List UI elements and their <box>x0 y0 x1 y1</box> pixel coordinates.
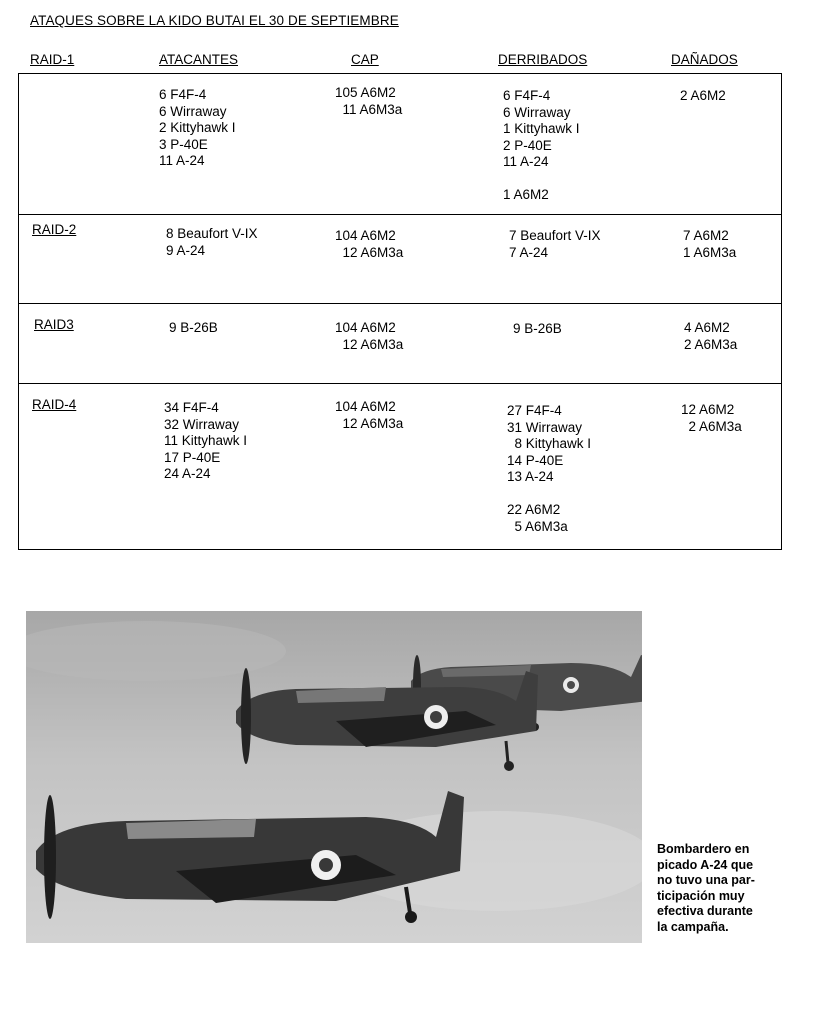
row1-atacantes: 6 F4F-4 6 Wirraway 2 Kittyhawk I 3 P-40E 11 A-24 <box>159 87 236 168</box>
row1-cap: 105 A6M2 11 A6M3a <box>335 85 403 117</box>
row2-atacantes: 8 Beaufort V-IX 9 A-24 <box>166 226 258 258</box>
header-danados: DAÑADOS <box>671 52 738 67</box>
header-cap: CAP <box>351 52 379 67</box>
row-divider <box>19 303 781 304</box>
row2-danados: 7 A6M2 1 A6M3a <box>683 228 737 260</box>
a24-bombers-illustration <box>26 611 642 943</box>
header-derribados: DERRIBADOS <box>498 52 588 67</box>
row4-raid: RAID-4 <box>32 397 77 412</box>
row1-danados: 2 A6M2 <box>680 88 726 103</box>
row4-atacantes: 34 F4F-4 32 Wirraway 11 Kittyhawk I 17 P-40E 24 A-24 <box>164 400 248 481</box>
row4-danados: 12 A6M2 2 A6M3a <box>681 402 742 434</box>
row3-derribados: 9 B-26B <box>513 321 562 336</box>
page-title: ATAQUES SOBRE LA KIDO BUTAI EL 30 DE SEPTIEMBRE <box>30 13 399 28</box>
row2-cap: 104 A6M2 12 A6M3a <box>335 228 404 260</box>
row3-atacantes: 9 B-26B <box>169 320 218 335</box>
row1-derribados: 6 F4F-4 6 Wirraway 1 Kittyhawk I 2 P-40E 11 A-24 1 A6M2 <box>503 88 580 202</box>
row-divider <box>19 383 781 384</box>
row3-danados: 4 A6M2 2 A6M3a <box>684 320 738 352</box>
raids-table <box>18 73 782 550</box>
row2-derribados: 7 Beaufort V-IX 7 A-24 <box>509 228 601 260</box>
row2-raid: RAID-2 <box>32 222 77 237</box>
row4-cap: 104 A6M2 12 A6M3a <box>335 399 404 431</box>
a24-bombers-photo <box>26 611 642 943</box>
row3-raid: RAID3 <box>34 317 74 332</box>
header-atacantes: ATACANTES <box>159 52 239 67</box>
photo-caption: Bombardero en picado A-24 que no tuvo una par- ticipación muy efectiva durante la campaña. <box>657 842 755 934</box>
header-raid: RAID-1 <box>30 52 75 67</box>
plane-front <box>36 791 464 923</box>
row3-cap: 104 A6M2 12 A6M3a <box>335 320 404 352</box>
row4-derribados: 27 F4F-4 31 Wirraway 8 Kittyhawk I 14 P-40E 13 A-24 22 A6M2 5 A6M3a <box>507 403 592 534</box>
row-divider <box>19 214 781 215</box>
